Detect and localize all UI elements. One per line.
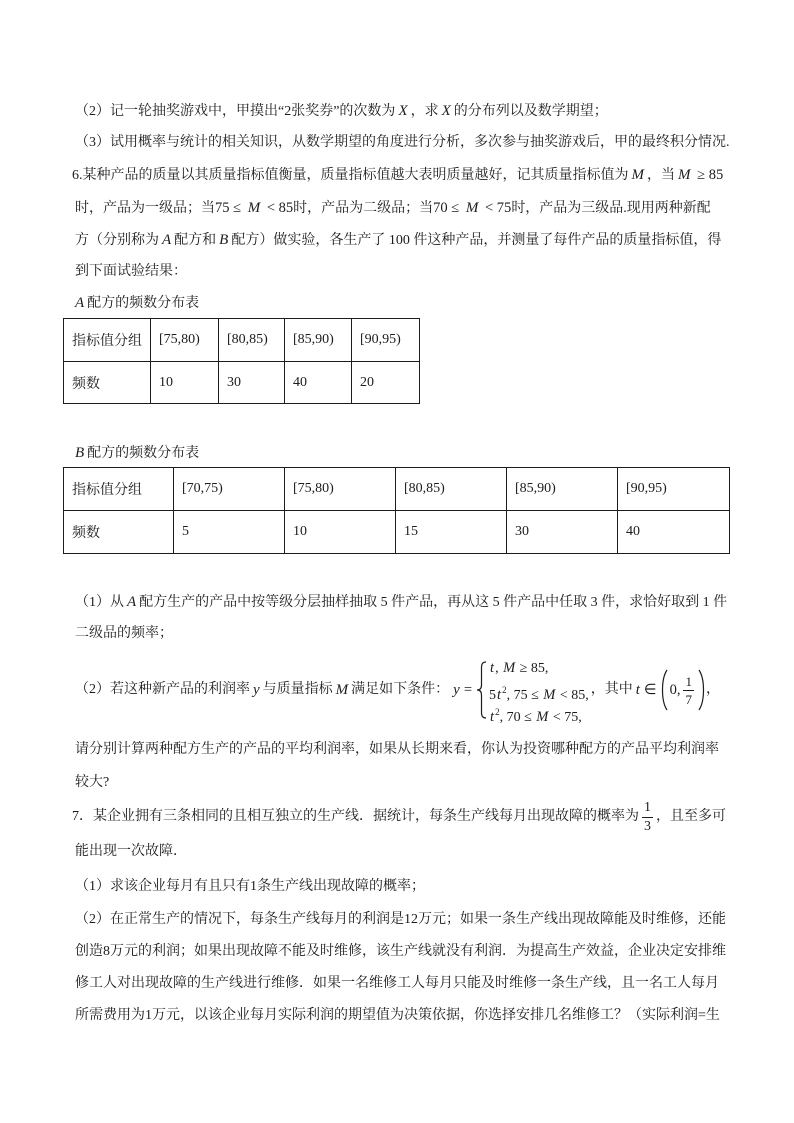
text-segment: 6.某种产品的质量以其质量指标值衡量，质量指标值越大表明质量越好，记其质量指标值为 bbox=[72, 168, 629, 183]
text-segment: ，求 bbox=[410, 104, 439, 119]
table-header-row bbox=[64, 468, 730, 511]
caption-text: 配方的频数分布表 bbox=[87, 446, 200, 461]
math-variable-m: M bbox=[543, 687, 556, 703]
table-header-cell: [80,85) bbox=[396, 468, 507, 511]
element-of-sign: ∈ bbox=[643, 682, 657, 698]
piecewise-case-2 bbox=[489, 679, 589, 701]
math-variable-m: M bbox=[631, 167, 644, 183]
math-variable-t: t bbox=[490, 709, 495, 725]
table-row-label: 频数 bbox=[64, 362, 151, 404]
fraction-denominator: 3 bbox=[644, 818, 651, 834]
caption-text: 配方的频数分布表 bbox=[87, 296, 200, 311]
table-cell: 30 bbox=[219, 362, 285, 404]
problem6-q2-line-3: 较大? bbox=[75, 775, 110, 790]
math-exponent: 2 bbox=[495, 707, 500, 717]
problem7-q1-line: （1）求该企业每月有且只有1条生产线出现故障的概率； bbox=[75, 879, 425, 894]
text-segment: 方（分别称为 bbox=[75, 233, 159, 248]
table-header-cell: [85,90) bbox=[507, 468, 618, 511]
math-coefficient: 5 bbox=[489, 688, 497, 703]
problem6-q2-line-2: 请分别计算两种配方生产的产品的平均利润率，如果从长期来看，你认为投资哪种配方的产品平均利润率 bbox=[75, 742, 719, 757]
text-segment: 时，产品为三级品.现用两种新配 bbox=[511, 201, 711, 216]
math-variable-a: A bbox=[127, 594, 137, 610]
table-cell: 40 bbox=[618, 511, 730, 554]
math-variable-b: B bbox=[219, 232, 229, 248]
problem7-q2-line-1: （2）在正常生产的情况下，每条生产线每月的利润是12万元；如果一条生产线出现故障能及时维修，还能 bbox=[75, 912, 726, 927]
table-row bbox=[64, 511, 730, 554]
left-paren-icon bbox=[660, 669, 669, 711]
table-header-cell: 指标值分组 bbox=[64, 319, 151, 362]
table-cell: 15 bbox=[396, 511, 507, 554]
math-exponent: 2 bbox=[502, 685, 507, 695]
text-segment: 的分布列以及数学期望； bbox=[453, 104, 608, 119]
table-cell: 5 bbox=[174, 511, 285, 554]
table-header-cell: [90,95) bbox=[618, 468, 730, 511]
text-segment: （2）记一轮抽奖游戏中，甲摸出“2张奖券”的次数为 bbox=[75, 104, 396, 119]
problem7-q2-line-4: 所需费用为1万元，以该企业每月实际利润的期望值为决策依据，你选择安排几名维修工？（实际利润=生 bbox=[75, 1008, 720, 1023]
problem7-q2-line-2: 创造8万元的利润；如果出现故障不能及时维修，该生产线就没有利润．为提高生产效益，企业决定安排维 bbox=[75, 944, 726, 959]
math-variable-t: t bbox=[497, 687, 502, 703]
fraction-one-third bbox=[642, 800, 653, 835]
problem6-stem-line-2 bbox=[75, 199, 711, 217]
problem7-stem-line-1 bbox=[72, 799, 726, 834]
table-a-caption bbox=[75, 294, 199, 312]
equals-sign: = bbox=[463, 682, 473, 698]
math-expression: 75 ≤ bbox=[215, 200, 245, 216]
text-segment: 配方）做实验，各生产了 100 件这种产品，并测量了每件产品的质量指标值，得 bbox=[231, 233, 722, 248]
text-segment: ，且至多可 bbox=[656, 809, 726, 824]
text-segment: 时，产品为二级品；当 bbox=[293, 201, 434, 216]
math-expression: ≥ 85 bbox=[693, 167, 724, 183]
table-header-cell: 指标值分组 bbox=[64, 468, 174, 511]
fraction-one-seventh bbox=[683, 674, 694, 707]
piecewise-case-1 bbox=[489, 657, 589, 679]
math-variable-x: X bbox=[398, 103, 408, 119]
math-variable-y: y bbox=[453, 682, 460, 698]
math-expression: , bbox=[495, 661, 503, 676]
math-variable-x: X bbox=[441, 103, 451, 119]
math-variable-b: B bbox=[75, 445, 85, 461]
table-cell: 10 bbox=[285, 511, 396, 554]
math-variable-y: y bbox=[253, 682, 260, 698]
table-cell: 40 bbox=[285, 362, 352, 404]
problem7-q2-line-3: 修工人对出现故障的生产线进行维修．如果一名维修工人每月只能及时维修一条生产线，且一名工人每月 bbox=[75, 976, 719, 991]
table-a-frequency bbox=[63, 318, 420, 404]
math-expression: < 75 bbox=[481, 200, 512, 216]
piecewise-cases bbox=[489, 657, 589, 723]
math-expression: , 70 ≤ bbox=[499, 710, 536, 725]
problem6-q1-line-2: 二级品的频率； bbox=[75, 626, 173, 641]
table-row-label: 频数 bbox=[64, 511, 174, 554]
text-segment: ， bbox=[705, 682, 720, 697]
math-expression: < 85 bbox=[263, 200, 294, 216]
text-segment: ，其中 bbox=[590, 682, 633, 697]
table-header-cell: [75,80) bbox=[285, 468, 396, 511]
text-segment: 时，产品为一级品；当 bbox=[75, 201, 215, 216]
table-cell: 10 bbox=[151, 362, 219, 404]
math-variable-a: A bbox=[75, 295, 85, 311]
problem6-stem-line-3 bbox=[75, 231, 721, 249]
problem6-q1-line-1 bbox=[75, 593, 727, 611]
math-variable-m: M bbox=[465, 200, 479, 216]
fraction-numerator: 1 bbox=[685, 673, 692, 689]
math-variable-m: M bbox=[247, 200, 261, 216]
piecewise-brace-icon bbox=[476, 660, 487, 720]
fraction-denominator: 7 bbox=[685, 691, 692, 707]
table-row bbox=[64, 362, 420, 404]
math-variable-m: M bbox=[503, 660, 516, 676]
math-expression: < 85, bbox=[556, 688, 589, 703]
text-segment: 配方和 bbox=[174, 233, 217, 248]
problem6-stem-line-1 bbox=[72, 166, 723, 184]
table-header-cell: [85,90) bbox=[285, 319, 352, 362]
problem6-q2-line-1 bbox=[75, 657, 720, 723]
math-variable-m: M bbox=[536, 709, 549, 725]
text-segment: 与质量指标 bbox=[262, 682, 333, 697]
fraction-numerator: 1 bbox=[644, 799, 651, 815]
math-expression: ≥ 85, bbox=[516, 661, 549, 676]
table-header-row bbox=[64, 319, 420, 362]
table-header-cell: [90,95) bbox=[352, 319, 420, 362]
problem7-stem-line-2: 能出现一次故障． bbox=[75, 844, 187, 859]
text-segment: （1）从 bbox=[75, 595, 124, 610]
math-variable-t: t bbox=[635, 682, 640, 698]
text-segment: ，当 bbox=[647, 168, 675, 183]
table-cell: 30 bbox=[507, 511, 618, 554]
math-expression: 70 ≤ bbox=[433, 200, 463, 216]
math-variable-m: M bbox=[678, 167, 691, 183]
problem5-part3-line: （3）试用概率与统计的相关知识，从数学期望的角度进行分析，多次参与抽奖游戏后，甲的最终积分情况. bbox=[75, 135, 730, 150]
table-header-cell: [75,80) bbox=[151, 319, 219, 362]
piecewise-case-3 bbox=[489, 701, 589, 723]
problem5-part2-line bbox=[75, 102, 608, 120]
table-b-caption bbox=[75, 444, 199, 462]
interval-left-value: 0, bbox=[669, 682, 681, 698]
text-segment: （2）若这种新产品的利润率 bbox=[75, 682, 250, 697]
right-paren-icon bbox=[697, 669, 706, 711]
math-variable-a: A bbox=[162, 232, 172, 248]
table-cell: 20 bbox=[352, 362, 420, 404]
text-segment: 满足如下条件： bbox=[351, 682, 450, 697]
math-expression: , 75 ≤ bbox=[506, 688, 543, 703]
math-expression: < 75, bbox=[549, 710, 582, 725]
problem6-stem-line-4: 到下面试验结果： bbox=[75, 264, 187, 279]
math-variable-m: M bbox=[335, 682, 349, 698]
table-header-cell: [70,75) bbox=[174, 468, 285, 511]
table-b-frequency bbox=[63, 467, 730, 554]
text-segment: 7．某企业拥有三条相同的且相互独立的生产线．据统计，每条生产线每月出现故障的概率为 bbox=[72, 809, 639, 824]
math-variable-t: t bbox=[490, 660, 495, 676]
table-header-cell: [80,85) bbox=[219, 319, 285, 362]
text-segment: 配方生产的产品中按等级分层抽样抽取 5 件产品，再从这 5 件产品中任取 3 件，求恰好取到 1 件 bbox=[139, 595, 728, 610]
